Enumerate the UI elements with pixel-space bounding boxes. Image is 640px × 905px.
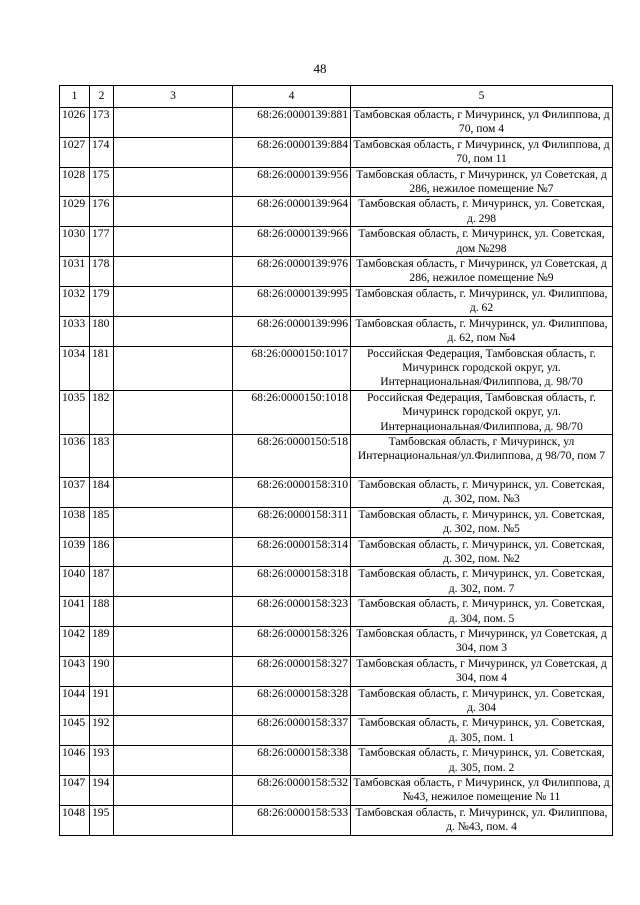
row-index: 188: [90, 597, 114, 627]
row-number: 1033: [60, 316, 90, 346]
cadastral-number: 68:26:0000150:1017: [233, 346, 351, 390]
row-col3: [114, 227, 233, 257]
address: Тамбовская область, г. Мичуринск, ул. Советская, д. 298: [351, 197, 613, 227]
row-col3: [114, 167, 233, 197]
row-col3: [114, 776, 233, 806]
column-header-1: 1: [60, 86, 90, 108]
address: Тамбовская область, г Мичуринск, ул Советская, д 304, пом 4: [351, 656, 613, 686]
row-number: 1034: [60, 346, 90, 390]
row-col3: [114, 537, 233, 567]
address: Тамбовская область, г. Мичуринск, ул. Советская, дом №298: [351, 227, 613, 257]
address: Тамбовская область, г. Мичуринск, ул. Советская, д. 305, пом. 1: [351, 716, 613, 746]
row-number: 1026: [60, 108, 90, 138]
table-row: [60, 716, 613, 746]
address: Российская Федерация, Тамбовская область, г. Мичуринск городской округ, ул. Интернациональная/Филиппова, д. 98/70: [351, 390, 613, 434]
row-col3: [114, 197, 233, 227]
row-index: 189: [90, 627, 114, 657]
row-col3: [114, 805, 233, 835]
address: Тамбовская область, г. Мичуринск, ул. Советская, д. 302, пом. №3: [351, 477, 613, 507]
row-number: 1045: [60, 716, 90, 746]
table-row: [60, 286, 613, 316]
table-row: [60, 597, 613, 627]
cadastral-number: 68:26:0000139:881: [233, 108, 351, 138]
row-col3: [114, 434, 233, 477]
row-number: 1048: [60, 805, 90, 835]
header-row: [60, 86, 613, 108]
address: Российская Федерация, Тамбовская область, г. Мичуринск городской округ, ул. Интернациональная/Филиппова, д. 98/70: [351, 346, 613, 390]
cadastral-number: 68:26:0000139:964: [233, 197, 351, 227]
row-index: 180: [90, 316, 114, 346]
row-col3: [114, 507, 233, 537]
row-col3: [114, 567, 233, 597]
table-row: [60, 477, 613, 507]
cadastral-number: 68:26:0000158:323: [233, 597, 351, 627]
row-col3: [114, 316, 233, 346]
row-col3: [114, 686, 233, 716]
table-row: [60, 390, 613, 434]
row-col3: [114, 627, 233, 657]
table-body: [60, 108, 613, 836]
row-number: 1038: [60, 507, 90, 537]
row-number: 1027: [60, 137, 90, 167]
address: Тамбовская область, г. Мичуринск, ул. Советская, д. 304: [351, 686, 613, 716]
table-row: [60, 627, 613, 657]
cadastral-number: 68:26:0000158:532: [233, 776, 351, 806]
table-row: [60, 316, 613, 346]
row-index: 195: [90, 805, 114, 835]
row-index: 173: [90, 108, 114, 138]
row-index: 182: [90, 390, 114, 434]
cadastral-number: 68:26:0000150:518: [233, 434, 351, 477]
cadastral-number: 68:26:0000139:966: [233, 227, 351, 257]
address: Тамбовская область, г Мичуринск, ул Филиппова, д №43, нежилое помещение № 11: [351, 776, 613, 806]
row-index: 178: [90, 257, 114, 287]
cadastral-number: 68:26:0000158:533: [233, 805, 351, 835]
row-number: 1046: [60, 746, 90, 776]
row-col3: [114, 656, 233, 686]
row-number: 1041: [60, 597, 90, 627]
address: Тамбовская область, г. Мичуринск, ул. Филиппова, д. 62, пом №4: [351, 316, 613, 346]
cadastral-number: 68:26:0000158:327: [233, 656, 351, 686]
row-index: 183: [90, 434, 114, 477]
address: Тамбовская область, г Мичуринск, ул Советская, д 286, нежилое помещение №9: [351, 257, 613, 287]
cadastral-number: 68:26:0000158:314: [233, 537, 351, 567]
row-number: 1040: [60, 567, 90, 597]
table-row: [60, 434, 613, 477]
row-index: 179: [90, 286, 114, 316]
table-row: [60, 776, 613, 806]
column-header-3: 3: [114, 86, 233, 108]
table-row: [60, 746, 613, 776]
cadastral-number: 68:26:0000158:311: [233, 507, 351, 537]
row-number: 1028: [60, 167, 90, 197]
row-number: 1042: [60, 627, 90, 657]
row-index: 193: [90, 746, 114, 776]
row-index: 192: [90, 716, 114, 746]
row-col3: [114, 597, 233, 627]
column-header-2: 2: [90, 86, 114, 108]
row-col3: [114, 746, 233, 776]
table-row: [60, 257, 613, 287]
row-col3: [114, 346, 233, 390]
cadastral-number: 68:26:0000158:338: [233, 746, 351, 776]
cadastral-number: 68:26:0000139:884: [233, 137, 351, 167]
cadastral-number: 68:26:0000150:1018: [233, 390, 351, 434]
row-index: 181: [90, 346, 114, 390]
row-index: 190: [90, 656, 114, 686]
row-index: 187: [90, 567, 114, 597]
address: Тамбовская область, г. Мичуринск, ул. Филиппова, д. №43, пом. 4: [351, 805, 613, 835]
table-row: [60, 537, 613, 567]
row-number: 1036: [60, 434, 90, 477]
cadastral-number: 68:26:0000158:326: [233, 627, 351, 657]
table-row: [60, 507, 613, 537]
cadastral-number: 68:26:0000158:337: [233, 716, 351, 746]
cadastral-number: 68:26:0000139:996: [233, 316, 351, 346]
row-col3: [114, 137, 233, 167]
row-col3: [114, 477, 233, 507]
row-col3: [114, 390, 233, 434]
table-row: [60, 227, 613, 257]
row-number: 1037: [60, 477, 90, 507]
row-number: 1029: [60, 197, 90, 227]
address: Тамбовская область, г. Мичуринск, ул. Советская, д. 304, пом. 5: [351, 597, 613, 627]
row-index: 176: [90, 197, 114, 227]
row-index: 174: [90, 137, 114, 167]
property-table: [59, 85, 613, 836]
row-index: 177: [90, 227, 114, 257]
table-row: [60, 167, 613, 197]
row-index: 194: [90, 776, 114, 806]
table-row: [60, 108, 613, 138]
cadastral-number: 68:26:0000158:328: [233, 686, 351, 716]
row-col3: [114, 716, 233, 746]
cadastral-number: 68:26:0000139:995: [233, 286, 351, 316]
row-number: 1031: [60, 257, 90, 287]
address: Тамбовская область, г. Мичуринск, ул. Советская, д. 302, пом. №2: [351, 537, 613, 567]
page-number: 48: [313, 61, 327, 76]
row-number: 1044: [60, 686, 90, 716]
table-row: [60, 686, 613, 716]
row-index: 175: [90, 167, 114, 197]
address: Тамбовская область, г. Мичуринск, ул. Советская, д. 302, пом. 7: [351, 567, 613, 597]
row-index: 185: [90, 507, 114, 537]
cadastral-number: 68:26:0000139:956: [233, 167, 351, 197]
table-row: [60, 197, 613, 227]
column-header-5: 5: [351, 86, 613, 108]
cadastral-number: 68:26:0000158:310: [233, 477, 351, 507]
row-number: 1030: [60, 227, 90, 257]
row-number: 1035: [60, 390, 90, 434]
address: Тамбовская область, г. Мичуринск, ул. Советская, д. 302, пом. №5: [351, 507, 613, 537]
row-number: 1039: [60, 537, 90, 567]
address: Тамбовская область, г. Мичуринск, ул. Филиппова, д. 62: [351, 286, 613, 316]
table-row: [60, 346, 613, 390]
row-number: 1032: [60, 286, 90, 316]
row-number: 1047: [60, 776, 90, 806]
table-row: [60, 137, 613, 167]
row-number: 1043: [60, 656, 90, 686]
address: Тамбовская область, г Мичуринск, ул Интернациональная/ул.Филиппова, д 98/70, пом 7: [351, 434, 613, 477]
cadastral-number: 68:26:0000158:318: [233, 567, 351, 597]
row-index: 191: [90, 686, 114, 716]
address: Тамбовская область, г Мичуринск, ул Филиппова, д 70, пом 4: [351, 108, 613, 138]
row-col3: [114, 108, 233, 138]
row-index: 184: [90, 477, 114, 507]
column-header-4: 4: [233, 86, 351, 108]
row-col3: [114, 286, 233, 316]
address: Тамбовская область, г Мичуринск, ул Советская, д 286, нежилое помещение №7: [351, 167, 613, 197]
address: Тамбовская область, г Мичуринск, ул Филиппова, д 70, пом 11: [351, 137, 613, 167]
table-row: [60, 567, 613, 597]
address: Тамбовская область, г Мичуринск, ул Советская, д 304, пом 3: [351, 627, 613, 657]
address: Тамбовская область, г. Мичуринск, ул. Советская, д. 305, пом. 2: [351, 746, 613, 776]
table-row: [60, 656, 613, 686]
cadastral-number: 68:26:0000139:976: [233, 257, 351, 287]
row-col3: [114, 257, 233, 287]
table-row: [60, 805, 613, 835]
row-index: 186: [90, 537, 114, 567]
